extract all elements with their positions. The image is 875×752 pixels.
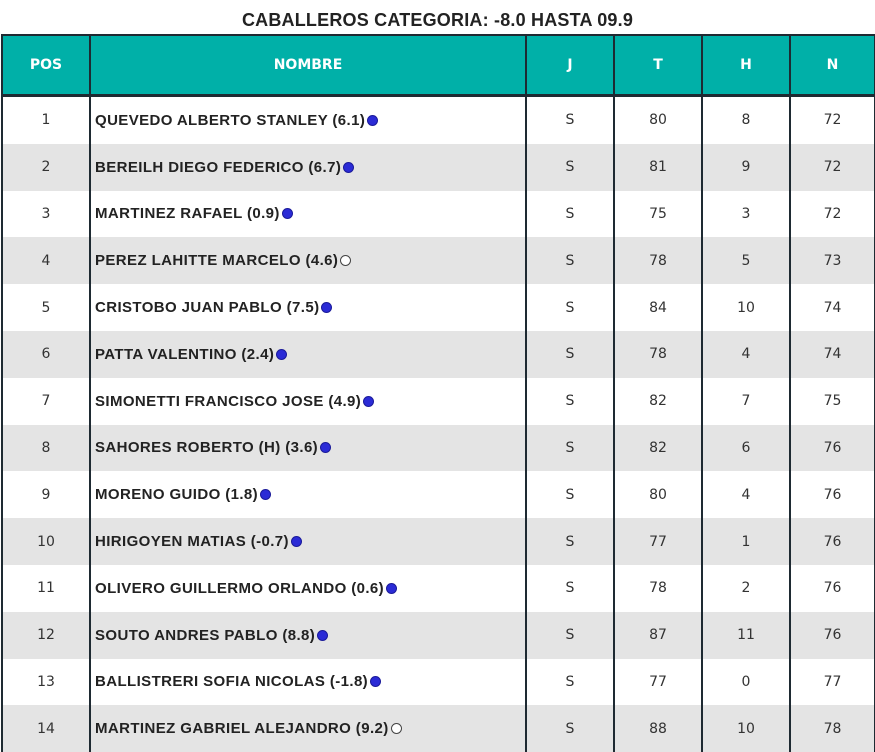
blue-dot-icon	[317, 630, 328, 641]
player-name: SIMONETTI FRANCISCO JOSE (4.9)	[95, 393, 361, 410]
t-cell: 87	[614, 612, 702, 659]
j-cell: S	[526, 659, 614, 706]
name-cell	[90, 237, 526, 284]
t-cell: 80	[614, 96, 702, 144]
j-cell: S	[526, 284, 614, 331]
h-cell: 6	[702, 425, 790, 472]
table-row[interactable]	[2, 659, 875, 706]
table-row[interactable]	[2, 518, 875, 565]
t-cell: 84	[614, 284, 702, 331]
player-name: CRISTOBO JUAN PABLO (7.5)	[95, 299, 319, 316]
n-cell: 76	[790, 565, 875, 612]
pos-cell: 10	[2, 518, 90, 565]
column-header-h[interactable]: H	[702, 35, 790, 96]
j-cell: S	[526, 565, 614, 612]
name-cell	[90, 471, 526, 518]
page-title: CABALLEROS CATEGORIA: -8.0 HASTA 09.9	[0, 0, 875, 34]
player-name: HIRIGOYEN MATIAS (-0.7)	[95, 533, 289, 550]
player-name: SOUTO ANDRES PABLO (8.8)	[95, 627, 315, 644]
n-cell: 78	[790, 705, 875, 752]
table-row[interactable]	[2, 191, 875, 238]
j-cell: S	[526, 378, 614, 425]
j-cell: S	[526, 237, 614, 284]
blue-dot-icon	[386, 583, 397, 594]
column-header-pos[interactable]: POS	[2, 35, 90, 96]
white-dot-icon	[391, 723, 402, 734]
blue-dot-icon	[367, 115, 378, 126]
white-dot-icon	[340, 255, 351, 266]
table-row[interactable]	[2, 331, 875, 378]
table-row[interactable]	[2, 144, 875, 191]
h-cell: 1	[702, 518, 790, 565]
blue-dot-icon	[321, 302, 332, 313]
t-cell: 78	[614, 331, 702, 378]
j-cell: S	[526, 191, 614, 238]
pos-cell: 6	[2, 331, 90, 378]
h-cell: 4	[702, 471, 790, 518]
h-cell: 7	[702, 378, 790, 425]
n-cell: 76	[790, 612, 875, 659]
h-cell: 11	[702, 612, 790, 659]
name-cell	[90, 565, 526, 612]
j-cell: S	[526, 425, 614, 472]
blue-dot-icon	[276, 349, 287, 360]
table-row[interactable]	[2, 378, 875, 425]
n-cell: 72	[790, 191, 875, 238]
table-row[interactable]	[2, 565, 875, 612]
name-cell	[90, 378, 526, 425]
player-name: MARTINEZ RAFAEL (0.9)	[95, 205, 280, 222]
pos-cell: 4	[2, 237, 90, 284]
n-cell: 72	[790, 96, 875, 144]
blue-dot-icon	[260, 489, 271, 500]
player-name: MARTINEZ GABRIEL ALEJANDRO (9.2)	[95, 720, 389, 737]
name-cell	[90, 518, 526, 565]
n-cell: 74	[790, 284, 875, 331]
table-row[interactable]	[2, 425, 875, 472]
n-cell: 72	[790, 144, 875, 191]
table-row[interactable]	[2, 705, 875, 752]
t-cell: 80	[614, 471, 702, 518]
pos-cell: 14	[2, 705, 90, 752]
j-cell: S	[526, 144, 614, 191]
blue-dot-icon	[282, 208, 293, 219]
blue-dot-icon	[370, 676, 381, 687]
t-cell: 82	[614, 425, 702, 472]
table-row[interactable]	[2, 284, 875, 331]
pos-cell: 13	[2, 659, 90, 706]
pos-cell: 12	[2, 612, 90, 659]
pos-cell: 11	[2, 565, 90, 612]
player-name: PEREZ LAHITTE MARCELO (4.6)	[95, 252, 338, 269]
h-cell: 9	[702, 144, 790, 191]
n-cell: 74	[790, 331, 875, 378]
blue-dot-icon	[363, 396, 374, 407]
t-cell: 75	[614, 191, 702, 238]
h-cell: 2	[702, 565, 790, 612]
player-name: PATTA VALENTINO (2.4)	[95, 346, 274, 363]
t-cell: 81	[614, 144, 702, 191]
player-name: MORENO GUIDO (1.8)	[95, 486, 258, 503]
blue-dot-icon	[320, 442, 331, 453]
player-name: BALLISTRERI SOFIA NICOLAS (-1.8)	[95, 673, 368, 690]
name-cell	[90, 425, 526, 472]
blue-dot-icon	[343, 162, 354, 173]
h-cell: 8	[702, 96, 790, 144]
t-cell: 78	[614, 237, 702, 284]
player-name: OLIVERO GUILLERMO ORLANDO (0.6)	[95, 580, 384, 597]
pos-cell: 7	[2, 378, 90, 425]
results-table	[1, 34, 875, 752]
name-cell	[90, 612, 526, 659]
name-cell	[90, 284, 526, 331]
t-cell: 77	[614, 518, 702, 565]
h-cell: 3	[702, 191, 790, 238]
j-cell: S	[526, 96, 614, 144]
j-cell: S	[526, 518, 614, 565]
pos-cell: 3	[2, 191, 90, 238]
h-cell: 5	[702, 237, 790, 284]
h-cell: 10	[702, 705, 790, 752]
t-cell: 77	[614, 659, 702, 706]
header-row	[2, 35, 875, 96]
player-name: SAHORES ROBERTO (H) (3.6)	[95, 439, 318, 456]
n-cell: 76	[790, 425, 875, 472]
h-cell: 4	[702, 331, 790, 378]
column-header-j[interactable]: J	[526, 35, 614, 96]
column-header-nombre[interactable]: NOMBRE	[90, 35, 526, 96]
player-name: BEREILH DIEGO FEDERICO (6.7)	[95, 159, 341, 176]
pos-cell: 9	[2, 471, 90, 518]
column-header-t[interactable]: T	[614, 35, 702, 96]
name-cell	[90, 96, 526, 144]
table-row[interactable]	[2, 96, 875, 144]
t-cell: 78	[614, 565, 702, 612]
name-cell	[90, 144, 526, 191]
pos-cell: 1	[2, 96, 90, 144]
name-cell	[90, 705, 526, 752]
j-cell: S	[526, 612, 614, 659]
name-cell	[90, 191, 526, 238]
pos-cell: 8	[2, 425, 90, 472]
name-cell	[90, 659, 526, 706]
h-cell: 0	[702, 659, 790, 706]
table-body	[2, 96, 875, 752]
n-cell: 73	[790, 237, 875, 284]
table-header	[2, 35, 875, 96]
table-row[interactable]	[2, 237, 875, 284]
j-cell: S	[526, 705, 614, 752]
pos-cell: 2	[2, 144, 90, 191]
blue-dot-icon	[291, 536, 302, 547]
n-cell: 75	[790, 378, 875, 425]
name-cell	[90, 331, 526, 378]
column-header-n[interactable]: N	[790, 35, 875, 96]
n-cell: 76	[790, 518, 875, 565]
n-cell: 76	[790, 471, 875, 518]
table-row[interactable]	[2, 612, 875, 659]
pos-cell: 5	[2, 284, 90, 331]
t-cell: 88	[614, 705, 702, 752]
player-name: QUEVEDO ALBERTO STANLEY (6.1)	[95, 112, 365, 129]
h-cell: 10	[702, 284, 790, 331]
t-cell: 82	[614, 378, 702, 425]
j-cell: S	[526, 331, 614, 378]
n-cell: 77	[790, 659, 875, 706]
table-row[interactable]	[2, 471, 875, 518]
j-cell: S	[526, 471, 614, 518]
